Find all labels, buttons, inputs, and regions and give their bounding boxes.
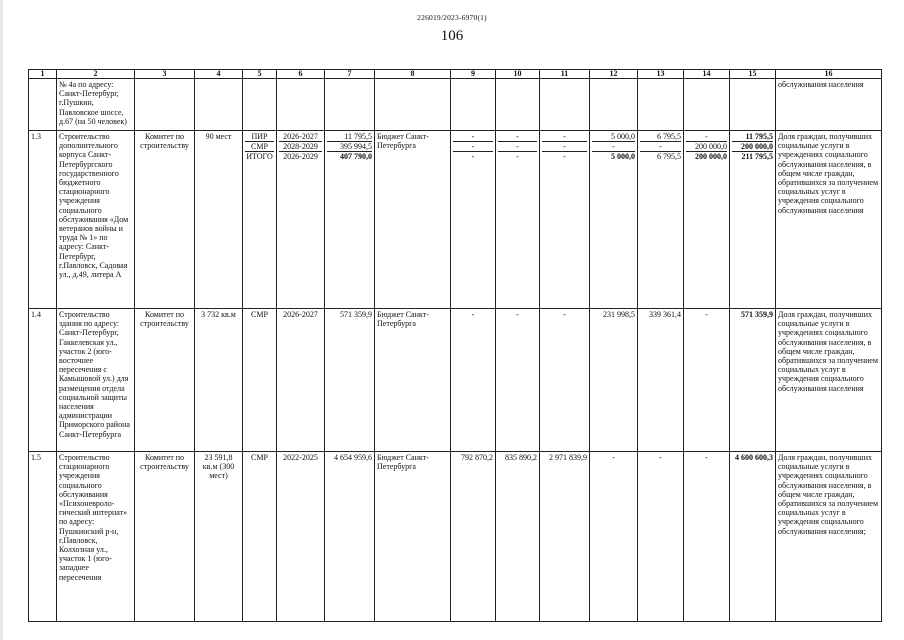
stage: ПИР [245,132,274,142]
year-value: - [498,142,537,152]
customer: Комитет по строительству [135,131,195,309]
total-cost: 407 790,0 [340,152,372,162]
stage: ИТОГО [246,152,273,162]
year-value: - [638,452,684,622]
period-cell [277,131,325,309]
funding-source: Бюджет Санкт-Петербурга [375,309,451,452]
customer: Комитет по строительству [135,309,195,452]
object-name: Строительство стационарного учреждения социального обслуживания «Психоневроло-гический интернат» по адресу: Пушкинский р-н, г.Павловск, Колхозная ул., участок 1 (юго-западнее пересечения [57,452,135,622]
col-header: 3 [135,70,195,79]
year-value: - [542,142,587,152]
stage-cell [243,131,277,309]
year-value: 200 000,0 [732,142,773,152]
total-cost: 11 795,5 [327,132,372,142]
year-value: 5 000,0 [592,132,635,142]
capacity: 3 732 кв.м [195,309,243,452]
year-value: 339 361,4 [638,309,684,452]
col-header: 6 [277,70,325,79]
year-value: - [471,152,475,162]
period: 2026-2027 [279,132,322,142]
col-header: 4 [195,70,243,79]
year-value: - [686,132,727,142]
table-row [29,131,882,309]
col-header: 1 [29,70,57,79]
year-cell [451,131,496,309]
result-indicator: Доля граждан, получивших социальные услуги в учреждениях социального обслуживания населения, в общем числе граждан, обратившихся за получением социальных услуг в учреждения социального обслуживания населения [776,309,882,452]
year-cell [540,131,590,309]
total-cell [325,131,375,309]
object-name: Строительство дополнительного корпуса Санкт-Петербургского государственного бюджетного стационарного учреждения социального обслуживания «Дом ветеранов войны и труда № 1» по адресу: Санкт-Петербург, г.Павловск, Садовая ул., д.49, литера А [57,131,135,309]
year-cell [684,131,730,309]
col-header: 12 [590,70,638,79]
result-indicator: обслуживания населения [776,79,882,131]
result-indicator: Доля граждан, получивших социальные услуги в учреждениях социального обслуживания населения, в общем числе граждан, обратившихся за получением социальных услуг в учреждения социального обслуживания населения [776,131,882,309]
year-value: - [542,132,587,142]
year-value: - [640,142,681,152]
scan-edge [0,0,3,640]
stage: СМР [243,309,277,452]
registration-number: 226019/2023-6970(1) [417,13,487,22]
year-value: - [453,142,493,152]
col-header: 9 [451,70,496,79]
col-header: 5 [243,70,277,79]
stage: СМР [243,452,277,622]
page-number: 106 [440,28,464,44]
funding-source: Бюджет Санкт-Петербурга [375,131,451,309]
col-header: 11 [540,70,590,79]
col-header: 8 [375,70,451,79]
table-row [29,309,882,452]
year-cell [730,131,776,309]
year-value: 5 000,0 [611,152,635,162]
header-row [29,70,882,79]
year-value: - [540,309,590,452]
result-indicator: Доля граждан, получивших социальные услуги в учреждениях социального обслуживания населения, в общем числе граждан, обратившихся за получением социальных услуг в учреждения социального обслуживания населения; [776,452,882,622]
year-value: 835 890,2 [496,452,540,622]
customer: Комитет по строительству [135,452,195,622]
year-value: 11 795,5 [732,132,773,142]
row-number: 1.4 [29,309,57,452]
col-header: 16 [776,70,882,79]
col-header: 10 [496,70,540,79]
year-value: 231 998,5 [590,309,638,452]
year-value: - [563,152,566,162]
row-number: 1.5 [29,452,57,622]
year-value: - [496,309,540,452]
col-header: 14 [684,70,730,79]
year-value: 200 000,0 [686,142,727,152]
year-value: - [453,132,493,142]
capacity: 23 591,8 кв.м (300 мест) [195,452,243,622]
object-name: Строительство здания по адресу: Санкт-Петербург, Гаккелевская ул., участок 2 (юго-восточнее пересечения с Камышовой ул.) для размещения отдела социальной защиты населения администрации Приморского района Санкт-Петербурга [57,309,135,452]
year-value: 571 359,9 [730,309,776,452]
year-value: - [592,142,635,152]
object-name: № 4а по адресу: Санкт-Петербург, г.Пушкин, Павловское шоссе, д.67 (на 50 человек) [57,79,135,131]
col-header: 13 [638,70,684,79]
stage: СМР [245,142,274,152]
year-value: 792 870,2 [451,452,496,622]
year-value: - [590,452,638,622]
period: 2022-2025 [277,452,325,622]
period: 2028-2029 [279,142,322,152]
total-cost: 4 654 959,6 [325,452,375,622]
year-value: 4 600 600,3 [730,452,776,622]
year-value: - [498,132,537,142]
year-cell [590,131,638,309]
col-header: 7 [325,70,375,79]
funding-source: Бюджет Санкт-Петербурга [375,452,451,622]
table-row [29,79,882,131]
row-number: 1.3 [29,131,57,309]
year-value: - [684,452,730,622]
year-value: - [451,309,496,452]
col-header: 2 [57,70,135,79]
table-row [29,452,882,622]
period: 2026-2029 [283,152,318,162]
year-value: 2 971 839,9 [540,452,590,622]
year-value: 6 795,5 [640,132,681,142]
year-value: - [684,309,730,452]
year-value: 6 795,5 [657,152,681,162]
capacity: 90 мест [195,131,243,309]
year-cell [638,131,684,309]
year-value: 211 795,5 [741,152,773,162]
period: 2026-2027 [277,309,325,452]
total-cost: 395 994,5 [327,142,372,152]
col-header: 15 [730,70,776,79]
year-value: - [516,152,519,162]
total-cost: 571 359,9 [325,309,375,452]
year-value: 200 000,0 [695,152,727,162]
program-table [28,69,882,622]
year-cell [496,131,540,309]
